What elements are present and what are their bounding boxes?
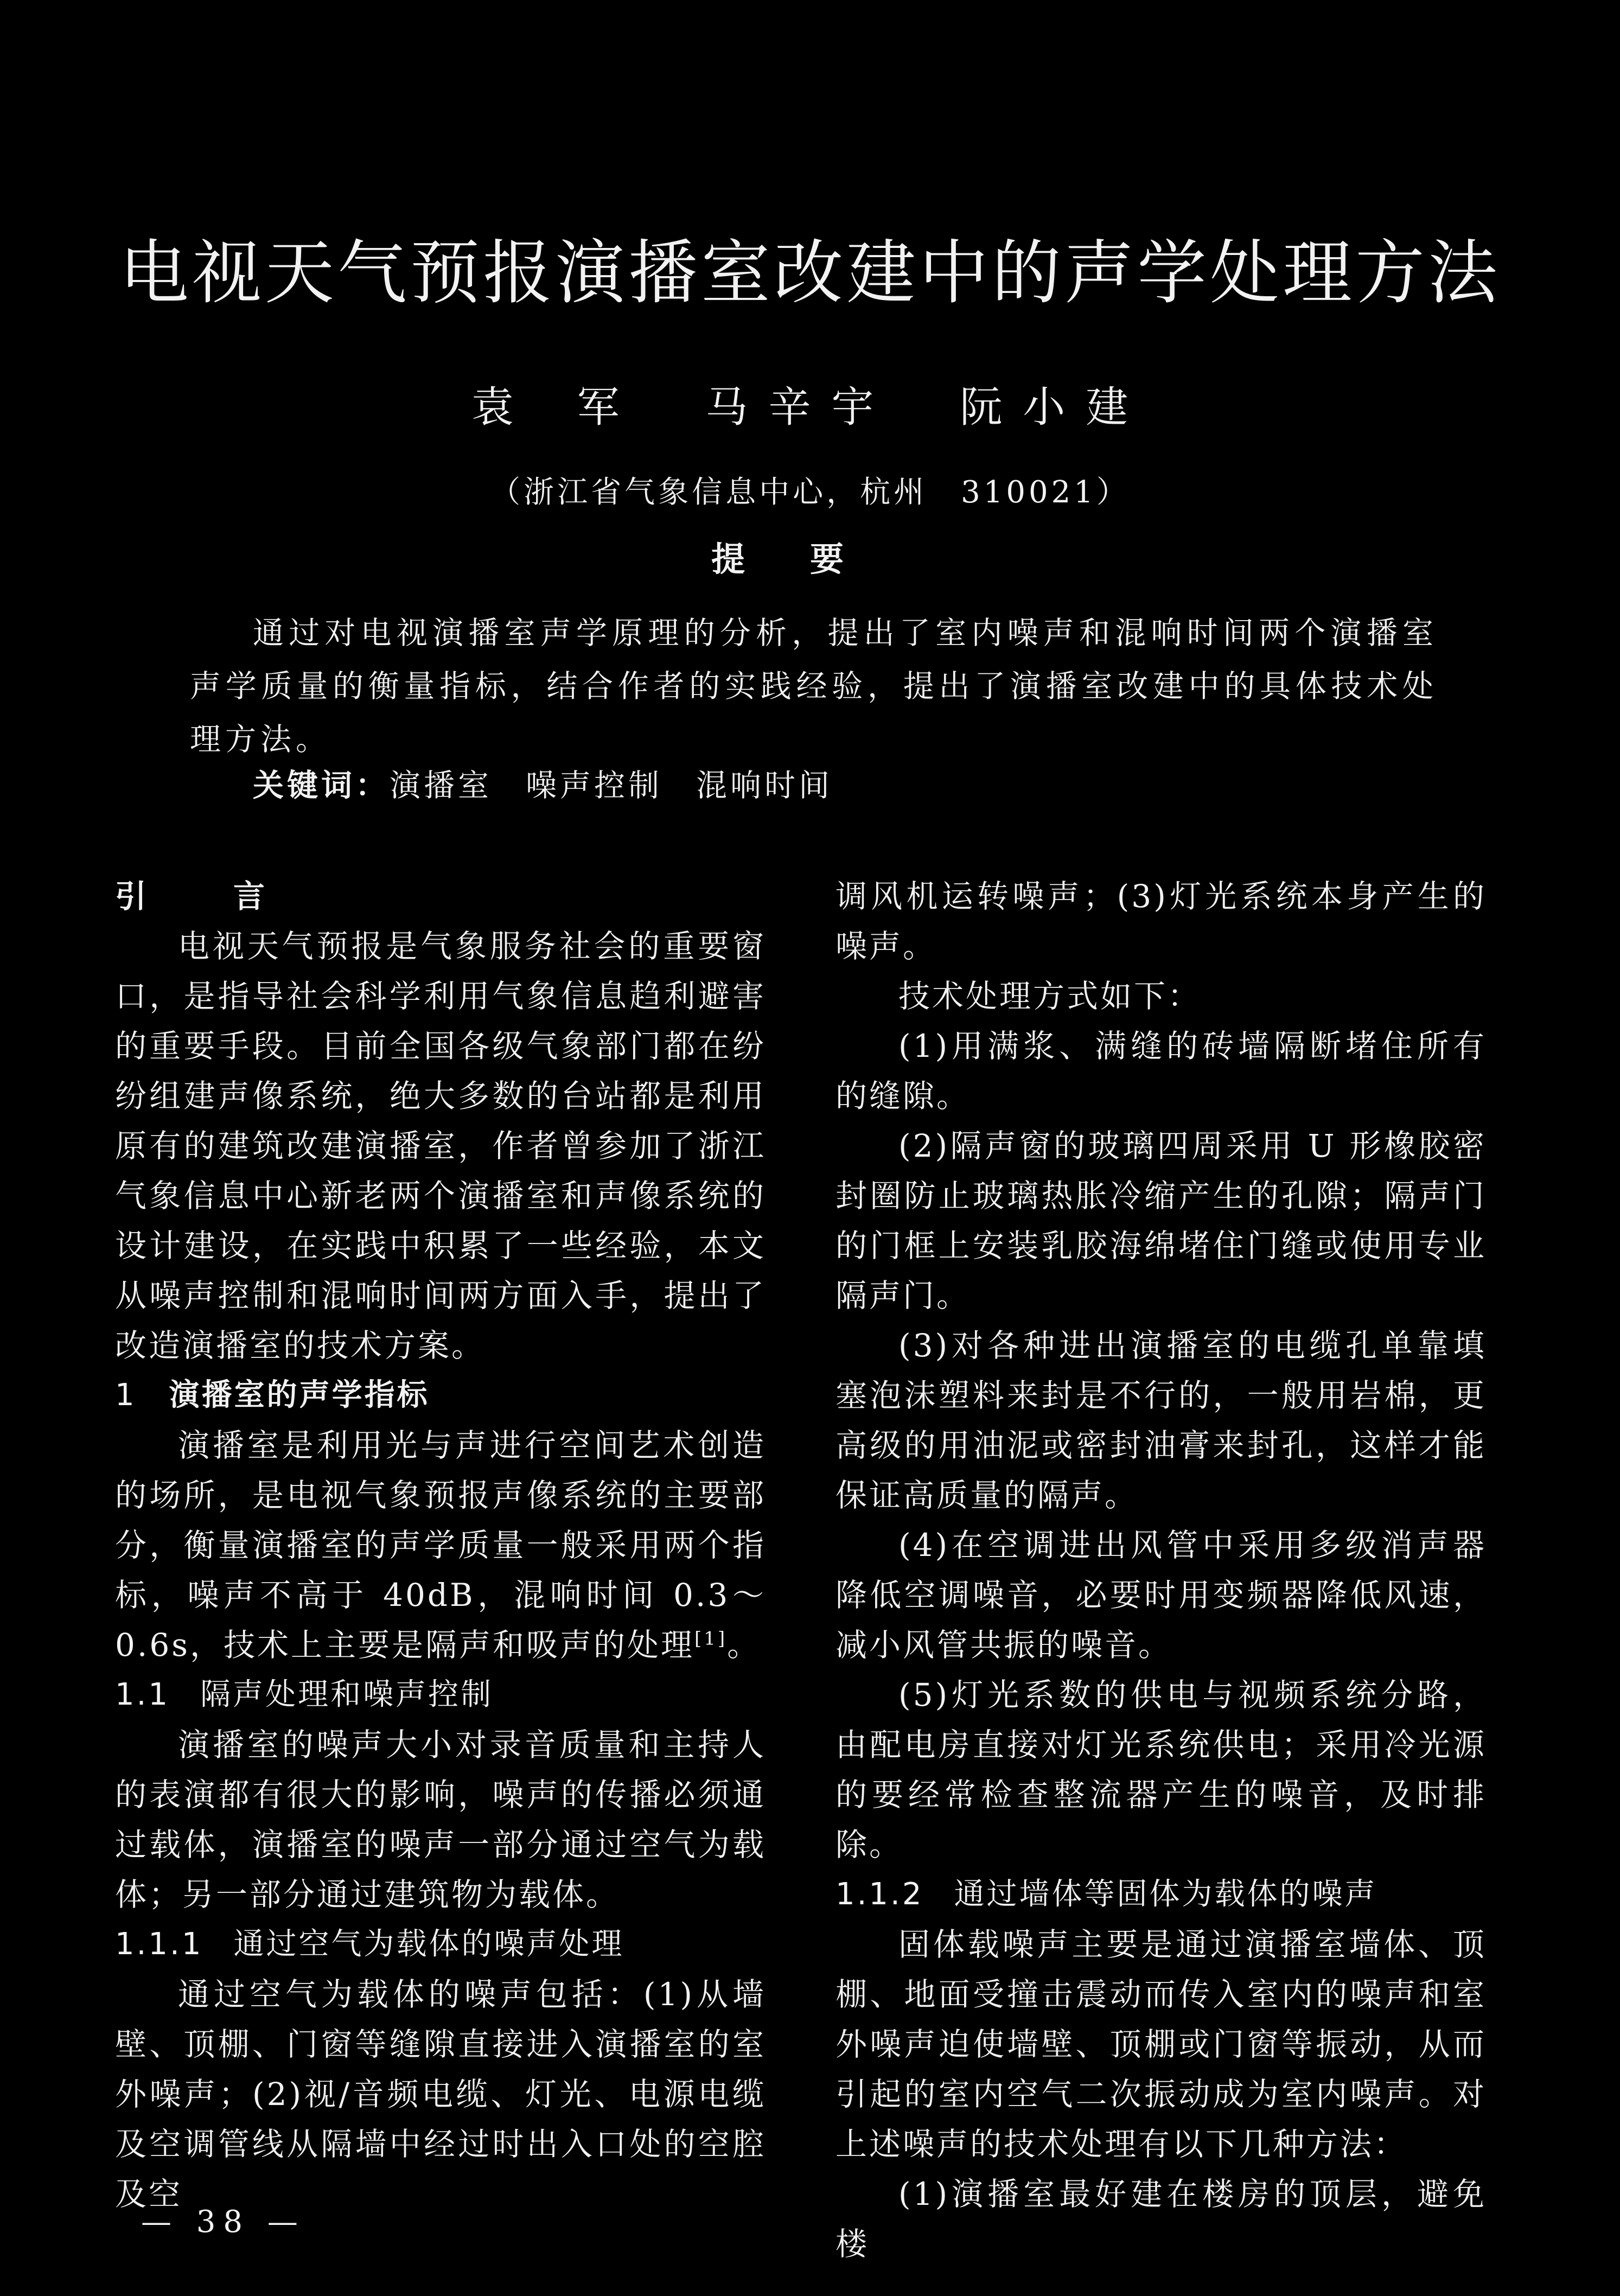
intro-paragraph: 电视天气预报是气象服务社会的重要窗口，是指导社会科学利用气象信息趋利避害的重要手段。目前全国各级气象部门都在纷纷组建声像系统，绝大多数的台站都是利用原有的建筑改建演播室，作者曾参加了浙江气象信息中心新老两个演播室和声像系统的设计建设，在实践中积累了一些经验，本文从噪声控制和混响时间两方面入手，提出了改造演播室的技术方案。 (115, 928, 766, 1364)
affiliation: （浙江省气象信息中心，杭州 310021） (490, 475, 1130, 510)
section-1-1-paragraph: 演播室的噪声大小对录音质量和主持人的表演都有很大的影响，噪声的传播必须通过载体，演播室的噪声一部分通过空气为载体；另一部分通过建筑物为载体。 (115, 1726, 766, 1913)
section-1-heading (115, 1370, 766, 1420)
keywords-label: 关键词： (253, 768, 390, 803)
section-1-paragraph (115, 1420, 766, 1670)
right-column (835, 871, 1487, 2269)
section-1-1-2-heading (835, 1870, 1487, 1919)
section-1-1-heading (115, 1670, 766, 1720)
section-number: 1 (115, 1377, 137, 1413)
author-name: 马辛宇 (705, 383, 895, 432)
tech-item: (4)在空调进出风管中采用多级消声器降低空调噪音，必要时用变频器降低风速，减小风管共振的噪音。 (835, 1527, 1487, 1663)
author-list (0, 383, 1620, 432)
paper-title: 电视天气预报演播室改建中的声学处理方法 (119, 233, 1501, 314)
page-number: — 38 — (141, 2204, 305, 2240)
keyword: 演播室 (390, 768, 492, 803)
tech-intro: 技术处理方式如下： (898, 978, 1202, 1015)
tech-item: (1)用满浆、满缝的砖墙隔断堵住所有的缝隙。 (835, 1028, 1487, 1114)
section-1-text: 演播室是利用光与声进行空间艺术创造的场所，是电视气象预报声像系统的主要部分，衡量演播室的声学质量一般采用两个指标，噪声不高于 40dB，混响时间 0.3～0.6s，技术上主要是隔声和吸声的处理 (115, 1427, 766, 1663)
section-title: 通过墙体等固体为载体的噪声 (954, 1877, 1377, 1912)
section-1-1-2-item: (1)演播室最好建在楼房的顶层，避免楼 (835, 2176, 1487, 2262)
left-column (115, 871, 766, 2219)
abstract-text: 通过对电视演播室声学原理的分析，提出了室内噪声和混响时间两个演播室声学质量的衡量指标，结合作者的实践经验，提出了演播室改建中的具体技术处理方法。 (190, 615, 1438, 757)
section-1-1-1-continued: 调风机运转噪声；(3)灯光系统本身产生的噪声。 (835, 878, 1487, 965)
section-number: 1.1 (115, 1677, 170, 1712)
section-number: 1.1.1 (115, 1927, 203, 1962)
citation-ref: [1] (694, 1628, 728, 1650)
section-title: 隔声处理和噪声控制 (200, 1677, 494, 1712)
section-number: 1.1.2 (835, 1877, 924, 1912)
section-1-1-2-paragraph: 固体载噪声主要是通过演播室墙体、顶棚、地面受撞击震动而传入室内的噪声和室外噪声迫使墙壁、顶棚或门窗等振动，从而引起的室内空气二次振动成为室内噪声。对上述噪声的技术处理有以下几种方法： (835, 1926, 1487, 2163)
sentence-end: 。 (727, 1627, 761, 1663)
keyword: 噪声控制 (526, 768, 662, 803)
tech-item: (5)灯光系数的供电与视频系统分路，由配电房直接对灯光系统供电；采用冷光源的要经常检查整流器产生的噪音，及时排除。 (835, 1676, 1487, 1863)
section-title: 通过空气为载体的噪声处理 (233, 1927, 624, 1962)
keyword: 混响时间 (696, 768, 833, 803)
author-name: 阮小建 (960, 383, 1149, 432)
tech-item: (3)对各种进出演播室的电缆孔单靠填塞泡沫塑料来封是不行的，一般用岩棉，更高级的用油泥或密封油膏来封孔，这样才能保证高质量的隔声。 (835, 1327, 1487, 1514)
keywords-line (253, 770, 866, 801)
abstract-heading: 提要 (711, 539, 909, 579)
section-1-1-1-heading (115, 1919, 766, 1969)
author-name: 袁 军 (471, 383, 640, 432)
tech-item: (2)隔声窗的玻璃四周采用 U 形橡胶密封圈防止玻璃热胀冷缩产生的孔隙；隔声门的门框上安装乳胶海绵堵住门缝或使用专业隔声门。 (835, 1127, 1487, 1314)
intro-heading: 引言 (115, 878, 352, 915)
section-title: 演播室的声学指标 (169, 1377, 430, 1413)
section-1-1-1-paragraph: 通过空气为载体的噪声包括：(1)从墙壁、顶棚、门窗等缝隙直接进入演播室的室外噪声；(2)视/音频电缆、灯光、电源电缆及空调管线从隔墙中经过时出入口处的空腔及空 (115, 1976, 766, 2212)
